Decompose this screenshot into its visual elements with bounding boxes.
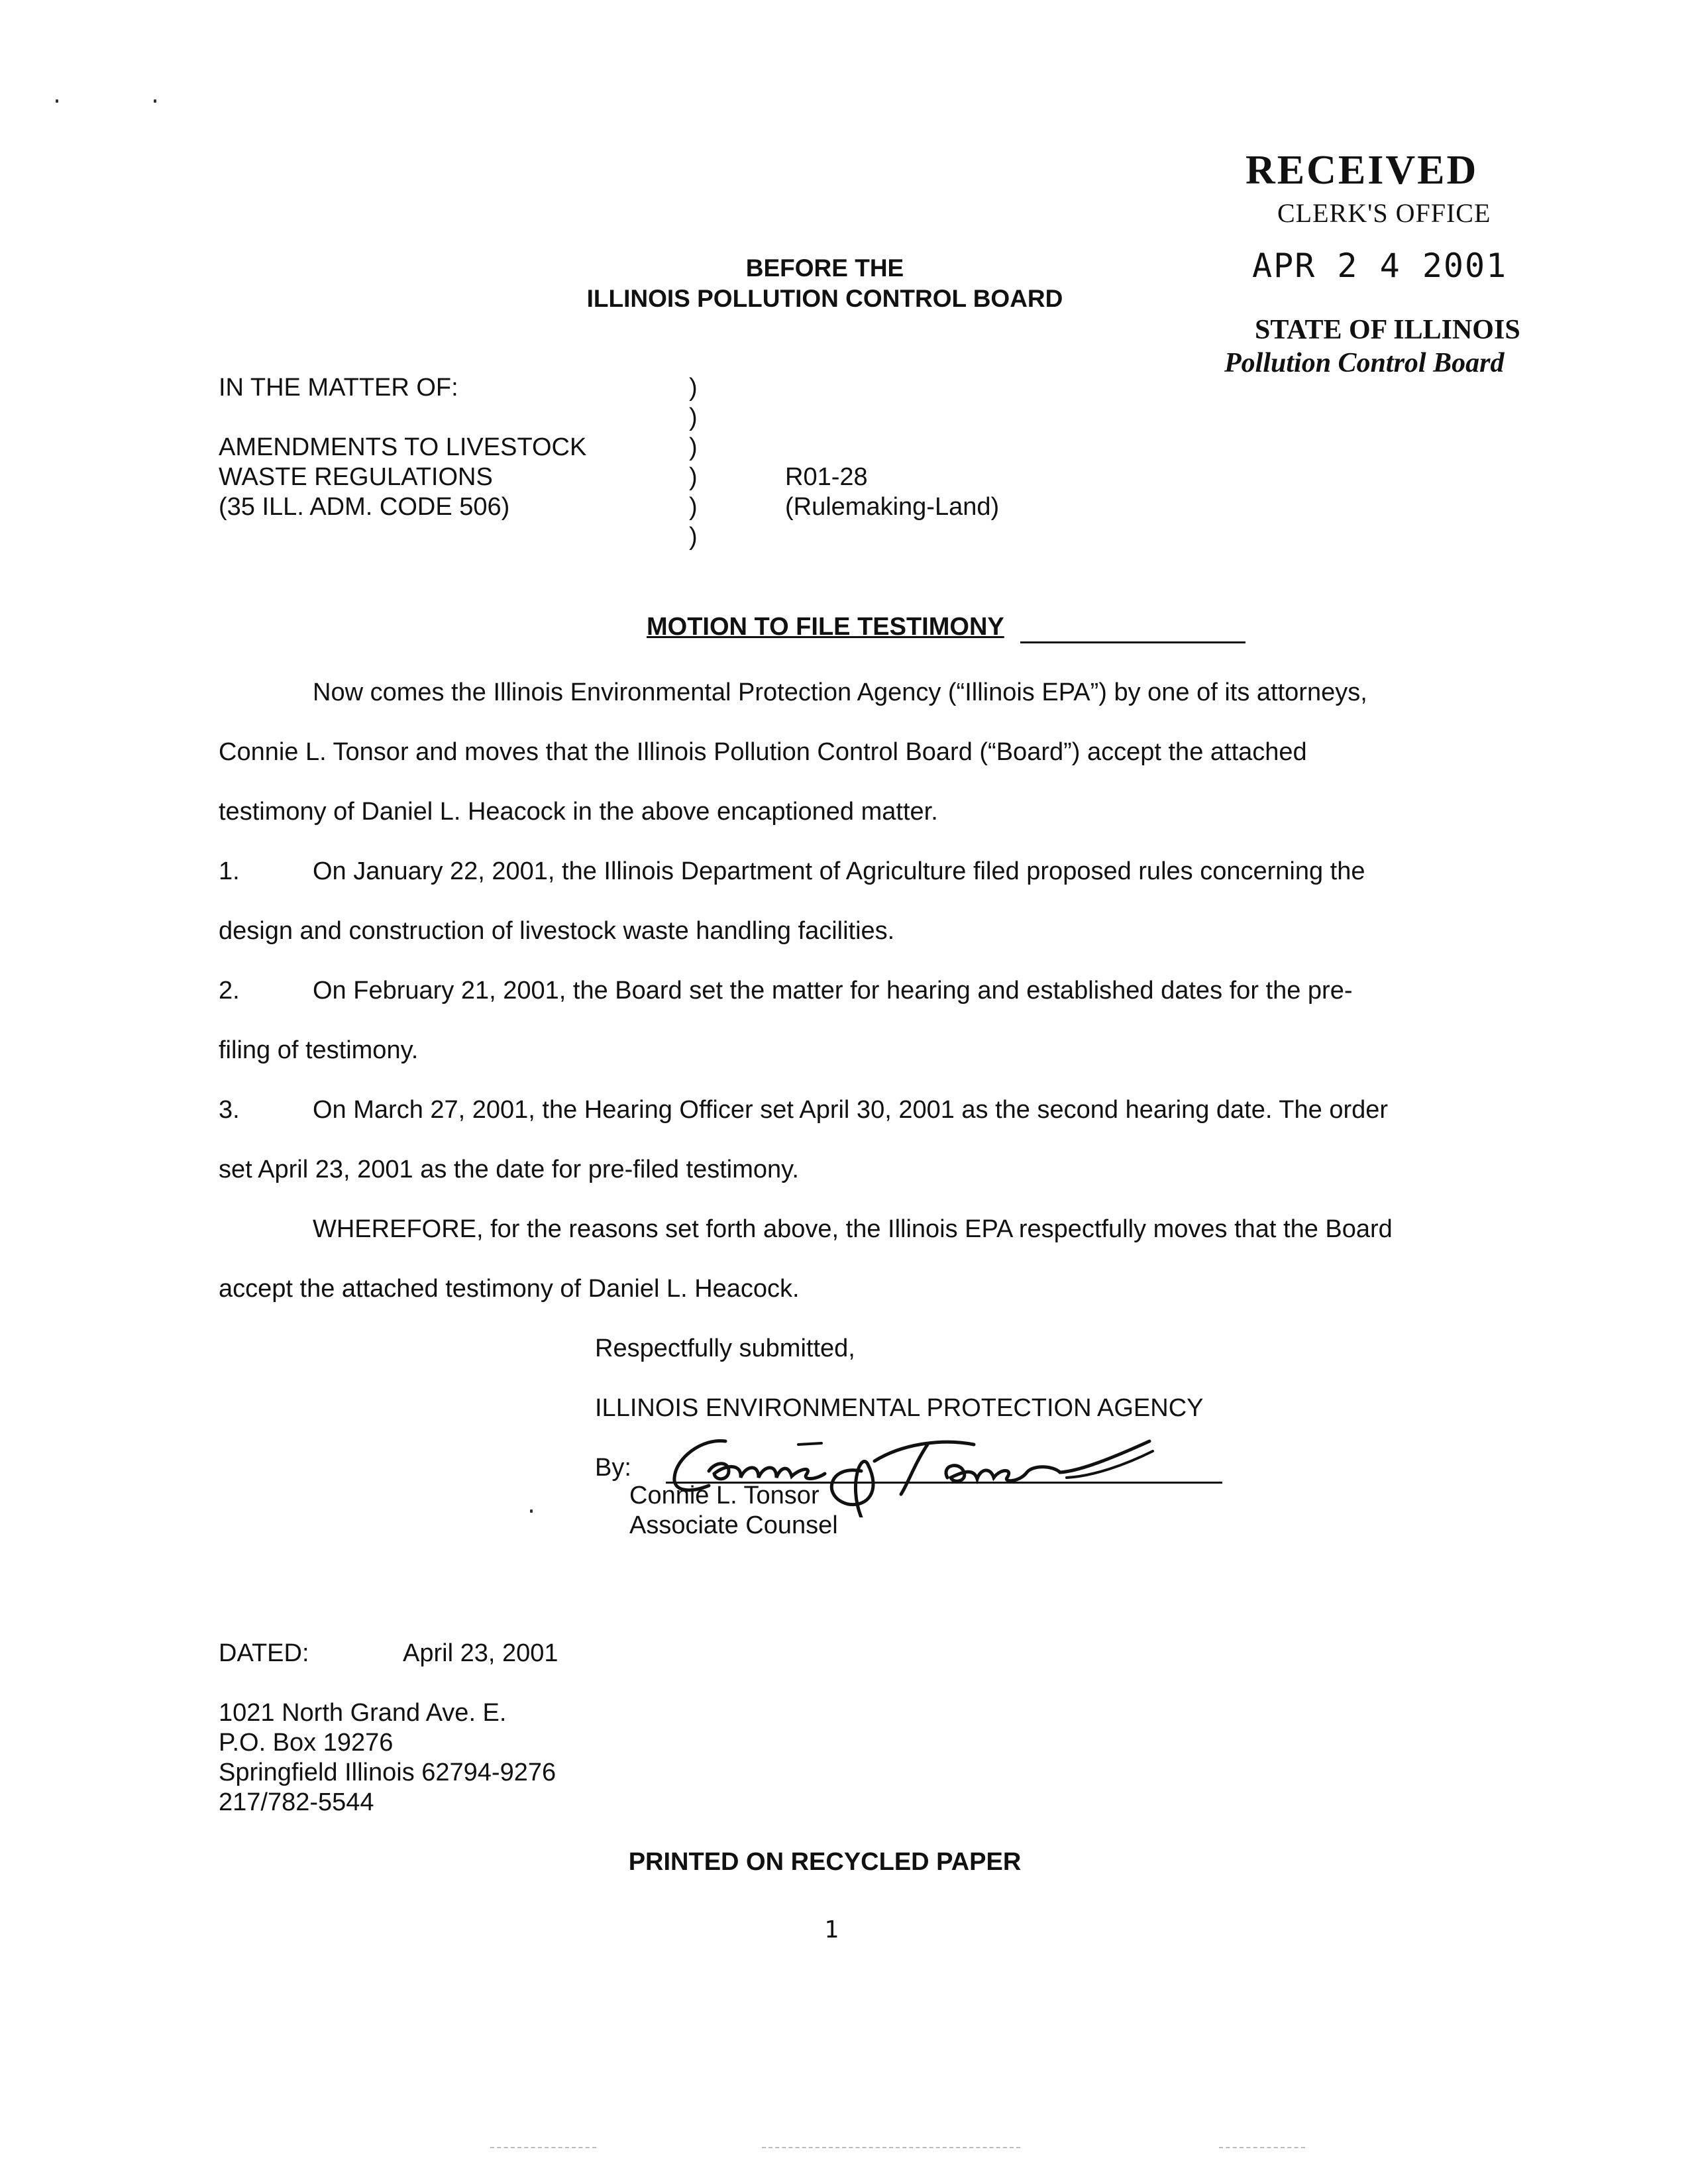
stamp-received: RECEIVED [1246, 148, 1479, 193]
caption-paren: ) [689, 374, 698, 402]
caption-paren: ) [689, 433, 698, 461]
dated-value: April 23, 2001 [403, 1639, 558, 1667]
wherefore-line2: accept the attached testimony of Daniel L. Heacock. [219, 1275, 800, 1303]
stamp-clerk-office: CLERK'S OFFICE [1277, 198, 1491, 228]
body-intro-line2: Connie L. Tonsor and moves that the Illinois Pollution Control Board (“Board”) accept the attached [219, 738, 1307, 766]
wherefore-line1: WHEREFORE, for the reasons set forth above, the Illinois EPA respectfully moves that the Board [313, 1215, 1393, 1243]
item2-number: 2. [219, 977, 240, 1005]
item2-line2: filing of testimony. [219, 1036, 419, 1064]
title-underline-rule [1020, 641, 1246, 643]
header-board-name: ILLINOIS POLLUTION CONTROL BOARD [586, 285, 1063, 312]
item1-line1: On January 22, 2001, the Illinois Department of Agriculture filed proposed rules concerning the [313, 857, 1365, 885]
caption-subject-line3: (35 ILL. ADM. CODE 506) [219, 493, 510, 521]
stamp-board: Pollution Control Board [1224, 348, 1505, 378]
scan-edge-mark [762, 2147, 1020, 2148]
item3-number: 3. [219, 1096, 240, 1124]
caption-paren: ) [689, 523, 698, 551]
address-phone: 217/782-5544 [219, 1788, 374, 1816]
body-intro-line1: Now comes the Illinois Environmental Protection Agency (“Illinois EPA”) by one of its attorneys, [313, 679, 1367, 706]
item2-line1: On February 21, 2001, the Board set the matter for hearing and established dates for the pre- [313, 977, 1353, 1005]
dated-label: DATED: [219, 1639, 309, 1667]
stamp-date: APR 2 4 2001 [1252, 246, 1508, 285]
item3-line1: On March 27, 2001, the Hearing Officer set April 30, 2001 as the second hearing date. The order [313, 1096, 1389, 1124]
caption-subject-line2: WASTE REGULATIONS [219, 463, 493, 491]
recycled-paper-notice: PRINTED ON RECYCLED PAPER [628, 1848, 1022, 1876]
caption-docket-type: (Rulemaking-Land) [785, 493, 1000, 521]
item3-line2: set April 23, 2001 as the date for pre-filed testimony. [219, 1156, 799, 1183]
caption-paren: ) [689, 493, 698, 521]
signer-name: Connie L. Tonsor [629, 1482, 820, 1509]
scan-edge-mark [1219, 2147, 1305, 2148]
header-before-the: BEFORE THE [745, 254, 904, 282]
page-number: 1 [824, 1916, 839, 1943]
scan-edge-mark [490, 2147, 596, 2148]
by-label: By: [595, 1454, 631, 1482]
signer-role: Associate Counsel [629, 1511, 838, 1539]
caption-subject-line1: AMENDMENTS TO LIVESTOCK [219, 433, 587, 461]
scan-speck [530, 1509, 533, 1513]
caption-paren: ) [689, 404, 698, 431]
caption-matter: IN THE MATTER OF: [219, 374, 458, 402]
body-intro-line3: testimony of Daniel L. Heacock in the above encaptioned matter. [219, 798, 938, 826]
stamp-state: STATE OF ILLINOIS [1255, 315, 1520, 345]
address-line1: 1021 North Grand Ave. E. [219, 1699, 507, 1727]
scan-speck [56, 99, 58, 103]
document-title: MOTION TO FILE TESTIMONY [647, 613, 1004, 641]
item1-number: 1. [219, 857, 240, 885]
caption-docket-number: R01-28 [785, 463, 868, 491]
agency-name: ILLINOIS ENVIRONMENTAL PROTECTION AGENCY [595, 1394, 1204, 1422]
address-line3: Springfield Illinois 62794-9276 [219, 1759, 556, 1786]
caption-paren: ) [689, 463, 698, 491]
item1-line2: design and construction of livestock waste handling facilities. [219, 917, 895, 945]
address-line2: P.O. Box 19276 [219, 1729, 394, 1757]
scan-speck [154, 99, 156, 103]
closing-text: Respectfully submitted, [595, 1335, 855, 1362]
